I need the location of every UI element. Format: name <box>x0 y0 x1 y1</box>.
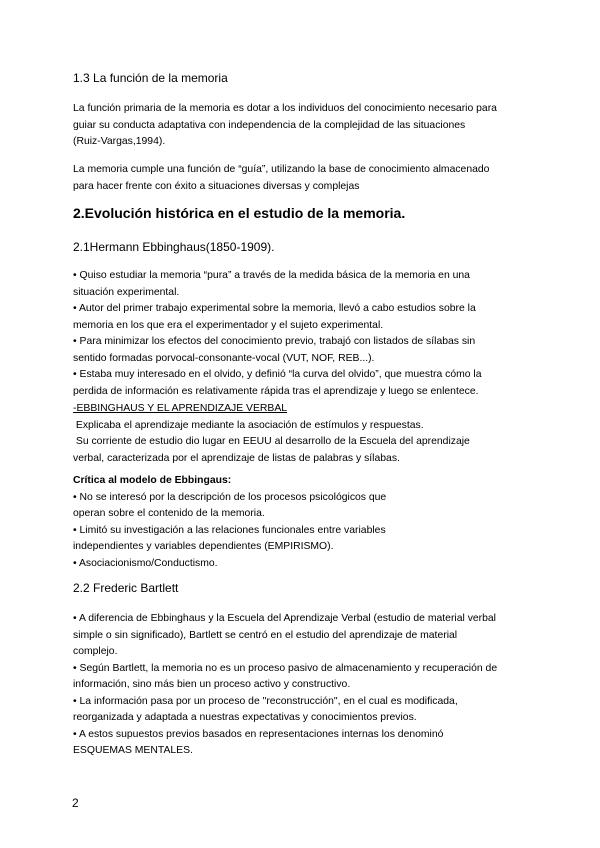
bartlett-bullets <box>73 611 543 760</box>
text-line: • Para minimizar los efectos del conocimiento previo, trabajó con listados de sílabas sin <box>73 336 476 347</box>
text-line: La memoria cumple una función de “guía”, utilizando la base de conocimiento almacenado <box>73 164 490 175</box>
text-line: guiar su conducta adaptativa con independencia de la complejidad de las situaciones <box>73 119 466 131</box>
text-line: independientes y variables dependientes (EMPIRISMO). <box>73 541 334 552</box>
paragraph-memory-function <box>73 101 543 151</box>
text-line: (Ruiz-Vargas,1994). <box>73 136 166 147</box>
text-line: situación experimental. <box>73 286 180 298</box>
text-line: • Asociacionismo/Conductismo. <box>73 557 218 569</box>
heading-2-2: 2.2 Frederic Bartlett <box>73 581 179 595</box>
text-line: • No se interesó por la descripción de los procesos psicológicos que <box>73 491 387 503</box>
text-line: operan sobre el contenido de la memoria. <box>73 508 265 519</box>
text-line: • Según Bartlett, la memoria no es un proceso pasivo de almacenamiento y recuperación de <box>73 662 498 674</box>
text-line: reorganizada y adaptada a nuestras expectativas y conocimientos previos. <box>73 712 417 723</box>
heading-1-3: 1.3 La función de la memoria <box>73 71 228 85</box>
text-line: • Autor del primer trabajo experimental sobre la memoria, llevó a cabo estudios sobre la <box>73 303 476 314</box>
verbal-learning-heading: -EBBINGHAUS Y EL APRENDIZAJE VERBAL <box>73 403 288 414</box>
text-line: sentido formadas porvocal-consonante-vocal (VUT, NOF, REB...). <box>73 352 375 364</box>
heading-2: 2.Evolución histórica en el estudio de la memoria. <box>73 205 406 221</box>
text-line: • A diferencia de Ebbinghaus y la Escuela del Aprendizaje Verbal (estudio de material verbal <box>73 613 496 624</box>
text-line: información, sino más bien un proceso activo y constructivo. <box>73 679 351 690</box>
text-line: simple o sin significado), Bartlett se centró en el estudio del aprendizaje de material <box>73 629 458 641</box>
text-line: para hacer frente con éxito a situaciones diversas y complejas <box>73 180 360 192</box>
text-line: verbal, caracterizada por el aprendizaje de listas de palabras y sílabas. <box>73 452 400 464</box>
text-line: complejo. <box>73 646 118 657</box>
text-line: memoria en los que era el experimentador y el sujeto experimental. <box>73 319 384 331</box>
critique-section <box>73 473 543 572</box>
text-line: Su corriente de estudio dio lugar en EEUU al desarrollo de la Escuela del aprendizaje <box>73 436 470 447</box>
text-line: • Quiso estudiar la memoria “pura” a través de la medida básica de la memoria en una <box>73 270 470 281</box>
page-number: 2 <box>72 796 79 810</box>
text-line: • La información pasa por un proceso de "reconstrucción", en el cual es modificada, <box>73 695 458 707</box>
text-line: • Estaba muy interesado en el olvido, y definió “la curva del olvido”, que muestra cómo la <box>73 369 482 380</box>
ebbinghaus-bullets <box>73 268 543 400</box>
heading-2-1: 2.1Hermann Ebbinghaus(1850-1909). <box>73 240 275 254</box>
verbal-learning-section <box>73 401 543 467</box>
paragraph-memory-guide <box>73 162 543 195</box>
text-line: • A estos supuestos previos basados en representaciones internas los denominó <box>73 728 444 740</box>
text-line: La función primaria de la memoria es dotar a los individuos del conocimiento necesario para <box>73 103 497 114</box>
text-line: • Limitó su investigación a las relaciones funcionales entre variables <box>73 524 386 536</box>
text-line: ESQUEMAS MENTALES. <box>73 745 193 756</box>
text-line: perdida de información es relativamente rápida tras el aprendizaje y luego se enlentece. <box>73 385 479 397</box>
critique-heading: Crítica al modelo de Ebbingaus: <box>73 475 232 486</box>
text-line: Explicaba el aprendizaje mediante la asociación de estímulos y respuestas. <box>73 419 424 431</box>
